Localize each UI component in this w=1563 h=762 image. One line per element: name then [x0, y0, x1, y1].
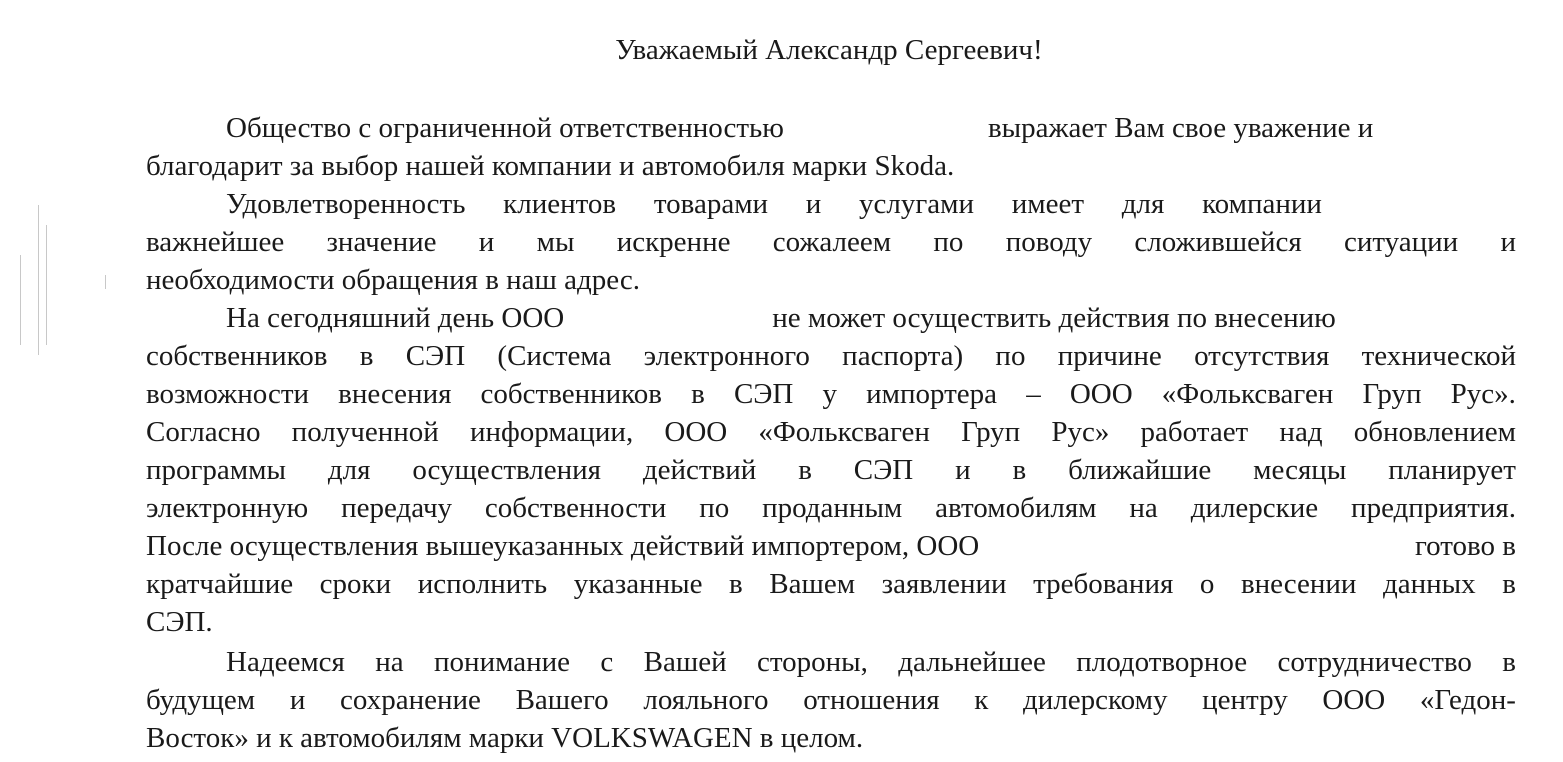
- text-fragment: не может осуществить действия по внесению: [772, 302, 1336, 334]
- text-fragment: Общество с ограниченной ответственностью: [226, 112, 784, 144]
- text-fragment: будущем и сохранение Вашего лояльного отношения к дилерскому центру ООО «Гедон-: [146, 684, 1516, 716]
- paragraph-3-line-7: [146, 527, 1516, 565]
- text-fragment: возможности внесения собственников в СЭП у импортера – ООО «Фольксваген Груп Рус».: [146, 378, 1516, 410]
- paragraph-3-line-2: [146, 337, 1516, 375]
- text-fragment: собственников в СЭП (Система электронного паспорта) по причине отсутствия технической: [146, 340, 1516, 372]
- paragraph-2-line-3: [146, 261, 1516, 299]
- text-fragment: программы для осуществления действий в СЭП и в ближайшие месяцы планирует: [146, 454, 1516, 486]
- paragraph-3-line-4: [146, 413, 1516, 451]
- text-fragment: Восток» и к автомобилям марки VOLKSWAGEN в целом.: [146, 722, 864, 754]
- paragraph-2-line-1: [226, 185, 1322, 223]
- paragraph-4-line-3: [146, 719, 1516, 757]
- paragraph-4-line-1: [226, 643, 1516, 681]
- text-fragment: важнейшее значение и мы искренне сожалеем по поводу сложившейся ситуации и: [146, 226, 1516, 258]
- paragraph-3-line-6: [146, 489, 1516, 527]
- text-fragment: Надеемся на понимание с Вашей стороны, дальнейшее плодотворное сотрудничество в: [226, 646, 1516, 678]
- paragraph-3-line-9: [146, 603, 1516, 641]
- scan-margin-marks: [0, 195, 120, 365]
- text-fragment: кратчайшие сроки исполнить указанные в Вашем заявлении требования о внесении данных в: [146, 568, 1516, 600]
- text-fragment: На сегодняшний день ООО: [226, 302, 565, 334]
- text-fragment: СЭП.: [146, 606, 213, 638]
- paragraph-3-line-5: [146, 451, 1516, 489]
- salutation: Уважаемый Александр Сергеевич!: [615, 34, 1043, 66]
- text-fragment: После осуществления вышеуказанных действий импортером, ООО: [146, 530, 980, 562]
- text-fragment: Удовлетворенность клиентов товарами и услугами имеет для компании: [226, 188, 1322, 220]
- paragraph-1-line-2: [146, 147, 1516, 185]
- paragraph-4-line-2: [146, 681, 1516, 719]
- paragraph-3-line-3: [146, 375, 1516, 413]
- paragraph-3-line-8: [146, 565, 1516, 603]
- text-fragment: благодарит за выбор нашей компании и автомобиля марки Skoda.: [146, 150, 955, 182]
- text-fragment: выражает Вам свое уважение и: [987, 112, 1374, 144]
- paragraph-2-line-2: [146, 223, 1516, 261]
- paragraph-1-line-1: [226, 109, 1516, 147]
- text-fragment: необходимости обращения в наш адрес.: [146, 264, 640, 296]
- text-fragment: готово в: [1414, 530, 1516, 562]
- paragraph-3-line-1: [226, 299, 1516, 337]
- text-fragment: Согласно полученной информации, ООО «Фольксваген Груп Рус» работает над обновлением: [146, 416, 1516, 448]
- text-fragment: электронную передачу собственности по проданным автомобилям на дилерские предприятия.: [146, 492, 1516, 524]
